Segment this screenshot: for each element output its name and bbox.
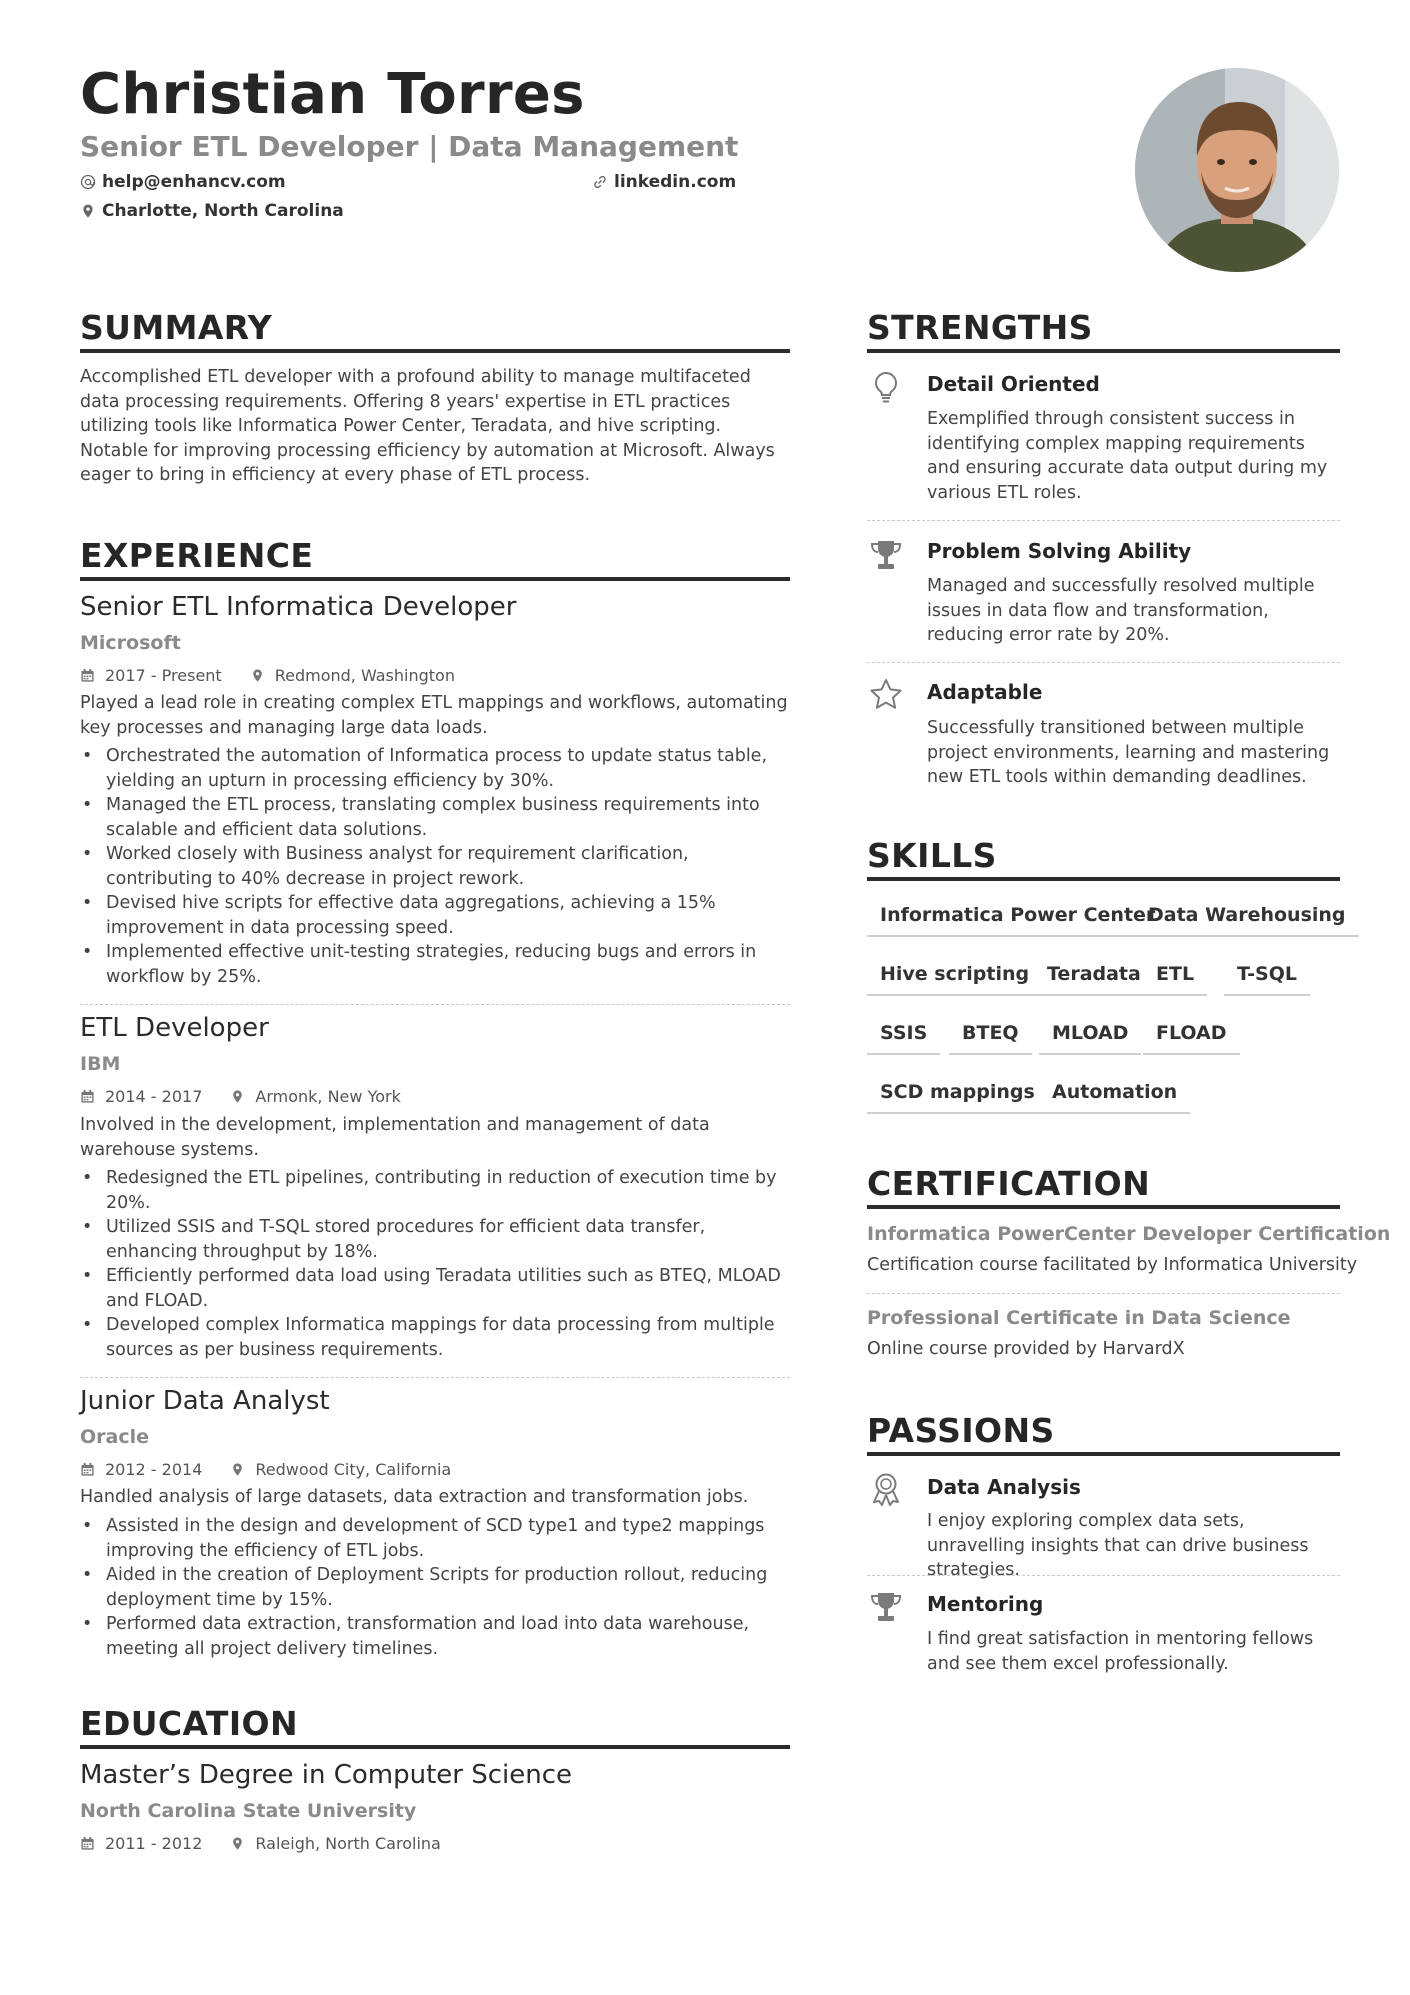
calendar-icon: [80, 1836, 95, 1851]
job-title: Junior Data Analyst: [80, 1386, 330, 1416]
job-bullet: • Developed complex Informatica mappings for data processing from multiple sources as per business requirements.: [80, 1313, 790, 1362]
job-company: Oracle: [80, 1426, 150, 1448]
location-pin-icon: [230, 1836, 245, 1851]
email-text: help@enhancv.com: [102, 172, 286, 192]
summary-rule: [80, 349, 790, 353]
skill-tag: ETL: [1143, 963, 1207, 996]
certification-description: Online course provided by HarvardX: [867, 1339, 1185, 1359]
contact-linkedin[interactable]: [592, 172, 736, 192]
job-bullet: • Implemented effective unit-testing strategies, reducing bugs and errors in workflow by 25%.: [80, 940, 790, 989]
passion-title: Mentoring: [927, 1592, 1044, 1616]
job-description: Involved in the development, implementation and management of data warehouse systems.: [80, 1115, 710, 1160]
job-bullet: • Performed data extraction, transformation and load into data warehouse, meeting all project delivery timelines.: [80, 1612, 790, 1661]
job-bullet: • Utilized SSIS and T-SQL stored procedures for efficient data transfer, enhancing throughput by 18%.: [80, 1215, 790, 1264]
linkedin-text: linkedin.com: [614, 172, 737, 192]
job-bullets: [80, 744, 790, 989]
job-bullet: • Orchestrated the automation of Informatica process to update status table, yielding an upturn in processing efficiency by 30%.: [80, 744, 790, 793]
certification-divider: [867, 1293, 1340, 1294]
job-divider: [80, 1377, 790, 1378]
job-company: Microsoft: [80, 632, 181, 654]
experience-rule: [80, 577, 790, 581]
summary-text: Accomplished ETL developer with a profound ability to manage multifaceted data processing requirements. Offering 8 years' expertise in ETL practices utilizing tools like Informatica Power Center, Teradata, and hive scripting. Notable for improving processing efficiency by automation at Microsoft. Always eager to bring in efficiency at every phase of ETL process.: [80, 367, 775, 485]
education-meta: [80, 1834, 441, 1853]
skill-tag: Teradata: [1034, 963, 1154, 996]
location-pin-icon: [250, 668, 265, 683]
job-dates: 2017 - Present: [105, 666, 222, 685]
passions-rule: [867, 1452, 1340, 1456]
strength-title: Problem Solving Ability: [927, 539, 1192, 563]
certification-description: Certification course facilitated by Informatica University: [867, 1255, 1358, 1275]
link-icon: [592, 174, 608, 190]
candidate-title: Senior ETL Developer | Data Management: [80, 130, 739, 163]
calendar-icon: [80, 1089, 95, 1104]
job-bullet: • Redesigned the ETL pipelines, contributing in reduction of execution time by 20%.: [80, 1166, 790, 1215]
strength-title: Detail Oriented: [927, 372, 1100, 396]
certification-title: Professional Certificate in Data Science: [867, 1307, 1291, 1329]
skills-rule: [867, 877, 1340, 881]
job-bullet: • Efficiently performed data load using Teradata utilities such as BTEQ, MLOAD and FLOAD.: [80, 1264, 790, 1313]
certification-heading: CERTIFICATION: [867, 1164, 1151, 1203]
job-company: IBM: [80, 1053, 121, 1075]
passions-heading: PASSIONS: [867, 1411, 1055, 1450]
contact-email[interactable]: [80, 172, 286, 192]
passion-divider: [867, 1575, 1340, 1576]
degree-title: Master’s Degree in Computer Science: [80, 1760, 573, 1790]
passion-title: Data Analysis: [927, 1475, 1081, 1499]
job-location: Redmond, Washington: [274, 666, 455, 685]
location-text: Charlotte, North Carolina: [102, 201, 344, 221]
experience-heading: EXPERIENCE: [80, 536, 314, 575]
strength-description: Managed and successfully resolved multiple issues in data flow and transformation, reducing error rate by 20%.: [927, 576, 1315, 645]
candidate-name: Christian Torres: [80, 62, 585, 127]
job-description: Handled analysis of large datasets, data extraction and transformation jobs.: [80, 1487, 749, 1507]
job-bullet: • Aided in the creation of Deployment Scripts for production rollout, reducing deployment time by 15%.: [80, 1563, 790, 1612]
skill-tag: Hive scripting: [867, 963, 1042, 996]
skill-tag: SCD mappings: [867, 1081, 1048, 1114]
passion-description: I find great satisfaction in mentoring fellows and see them excel professionally.: [927, 1629, 1314, 1674]
job-dates: 2014 - 2017: [105, 1087, 203, 1106]
location-pin-icon: [230, 1089, 245, 1104]
job-bullets: [80, 1514, 790, 1661]
trophy-icon: [867, 536, 905, 574]
strengths-heading: STRENGTHS: [867, 308, 1093, 347]
profile-photo: [1135, 68, 1339, 272]
job-title: Senior ETL Informatica Developer: [80, 592, 517, 622]
certification-rule: [867, 1205, 1340, 1209]
skills-heading: SKILLS: [867, 836, 997, 875]
school-name: North Carolina State University: [80, 1800, 417, 1822]
skill-tag: MLOAD: [1039, 1022, 1141, 1055]
skill-tag: Data Warehousing: [1135, 904, 1359, 937]
job-location: Armonk, New York: [255, 1087, 401, 1106]
job-description: Played a lead role in creating complex ETL mappings and workflows, automating key processes and managing large data loads.: [80, 693, 788, 738]
location-pin-icon: [230, 1462, 245, 1477]
calendar-icon: [80, 668, 95, 683]
location-pin-icon: [80, 203, 96, 219]
job-bullets: [80, 1166, 790, 1362]
skill-tag: Informatica Power Center: [867, 904, 1168, 937]
job-bullet: • Managed the ETL process, translating complex business requirements into scalable and efficient data solutions.: [80, 793, 790, 842]
education-rule: [80, 1745, 790, 1749]
job-dates: 2012 - 2014: [105, 1460, 203, 1479]
skill-tag: SSIS: [867, 1022, 940, 1055]
calendar-icon: [80, 1462, 95, 1477]
strength-divider: [867, 520, 1340, 521]
job-bullet: • Assisted in the design and development of SCD type1 and type2 mappings improving the efficiency of ETL jobs.: [80, 1514, 790, 1563]
education-dates: 2011 - 2012: [105, 1834, 203, 1853]
job-title: ETL Developer: [80, 1013, 269, 1043]
job-location: Redwood City, California: [255, 1460, 452, 1479]
skill-tag: T-SQL: [1224, 963, 1310, 996]
certification-title: Informatica PowerCenter Developer Certification: [867, 1223, 1391, 1245]
lightbulb-icon: [867, 368, 905, 406]
award-medal-icon: [867, 1470, 905, 1508]
strength-description: Successfully transitioned between multiple project environments, learning and mastering new ETL tools within demanding deadlines.: [927, 718, 1330, 787]
job-divider: [80, 1004, 790, 1005]
contact-location: [80, 201, 344, 221]
skill-tag: FLOAD: [1143, 1022, 1240, 1055]
strengths-rule: [867, 349, 1340, 353]
skill-tag: BTEQ: [949, 1022, 1032, 1055]
strength-divider: [867, 662, 1340, 663]
job-meta: [80, 1460, 451, 1479]
star-icon: [867, 676, 905, 714]
strength-description: Exemplified through consistent success in identifying complex mapping requirements and ensuring accurate data output during my various ETL roles.: [927, 409, 1328, 503]
passion-description: I enjoy exploring complex data sets, unravelling insights that can drive business strategies.: [927, 1511, 1309, 1580]
summary-heading: SUMMARY: [80, 308, 273, 347]
at-icon: [80, 174, 96, 190]
education-location: Raleigh, North Carolina: [255, 1834, 441, 1853]
strength-title: Adaptable: [927, 680, 1043, 704]
job-meta: [80, 1087, 401, 1106]
job-meta: [80, 666, 455, 685]
education-heading: EDUCATION: [80, 1704, 298, 1743]
skill-tag: Automation: [1039, 1081, 1190, 1114]
trophy-icon: [867, 1588, 905, 1626]
job-bullet: • Devised hive scripts for effective data aggregations, achieving a 15% improvement in data processing speed.: [80, 891, 790, 940]
job-bullet: • Worked closely with Business analyst for requirement clarification, contributing to 40% decrease in project rework.: [80, 842, 790, 891]
